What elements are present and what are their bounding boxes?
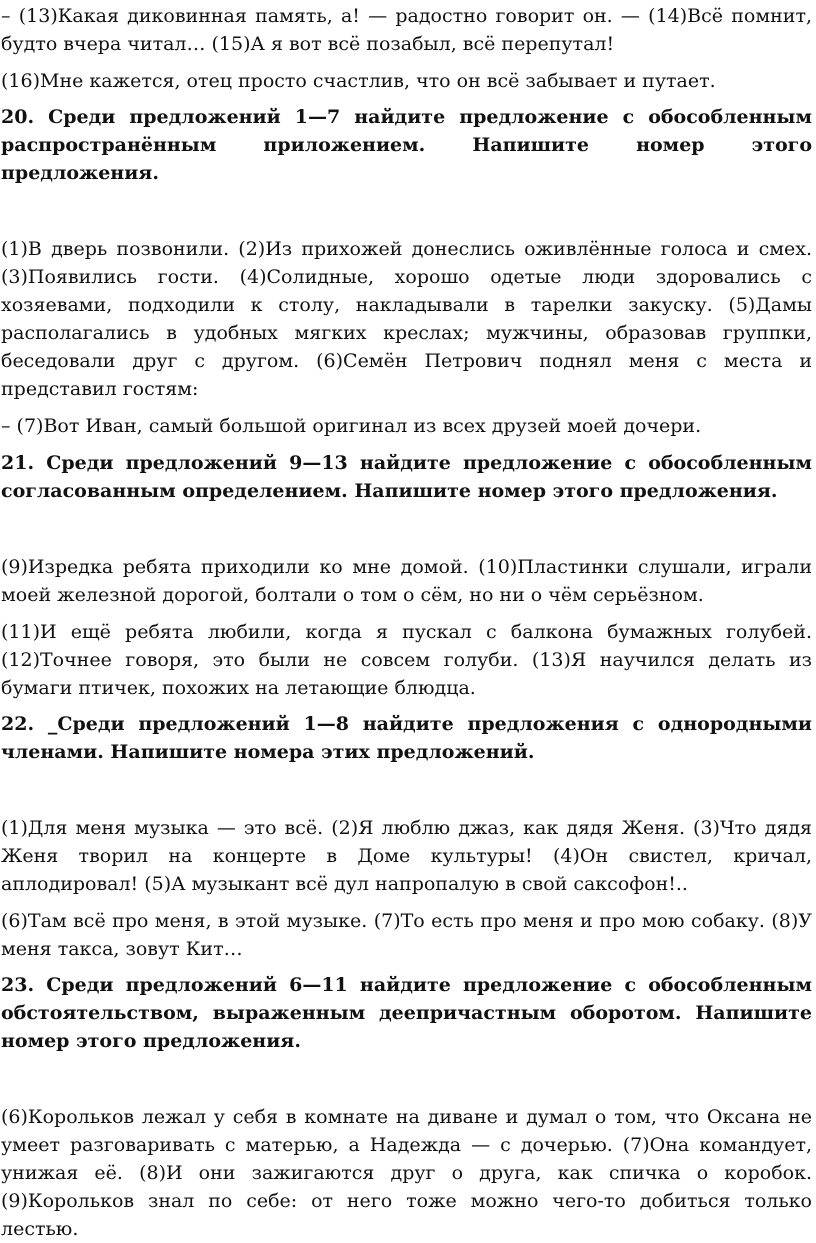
question-22: 22. _Среди предложений 1—8 найдите предложения с однородными членами. Напишите номера этих предложений.	[1, 713, 812, 763]
text-paragraph: (6)Корольков лежал у себя в комнате на диване и думал о том, что Оксана не умеет разговаривать с матерью, а Надежда — с дочерью. (7)Она командует, унижая её. (8)И они зажигаются друг о друга, как спичка о коробок. (9)Корольков знал по себе: от него тоже можно чего-то добиться только лестью.	[1, 1106, 812, 1240]
text-paragraph: (16)Мне кажется, отец просто счастлив, что он всё забывает и путает.	[1, 70, 716, 92]
text-paragraph: (1)Для меня музыка — это всё. (2)Я люблю джаз, как дядя Женя. (3)Что дядя Женя творил на концерте в Доме культуры! (4)Он свистел, кричал, аплодировал! (5)А музыкант всё дул напропалую в свой саксофон!..	[1, 817, 812, 895]
question-21: 21. Среди предложений 9—13 найдите предложение с обособленным согласованным определением. Напишите номер этого предложения.	[1, 452, 812, 502]
text-paragraph: (9)Изредка ребята приходили ко мне домой. (10)Пластинки слушали, играли моей железной дорогой, болтали о том о сём, но ни о чём серьёзном.	[1, 556, 812, 606]
text-paragraph: – (13)Какая диковинная память, а! — радостно говорит он. — (14)Всё помнит, будто вчера читал… (15)А я вот всё позабыл, всё перепутал!	[1, 5, 812, 55]
text-paragraph: (1)В дверь позвонили. (2)Из прихожей донеслись оживлённые голоса и смех. (3)Появились гости. (4)Солидные, хорошо одетые люди здоровались с хозяевами, подходили к столу, накладывали в тарелки закуску. (5)Дамы располагались в удобных мягких креслах; мужчины, образовав группки, беседовали друг с другом. (6)Семён Петрович поднял меня с места и представил гостям:	[1, 238, 812, 400]
text-paragraph: (6)Там всё про меня, в этой музыке. (7)То есть про меня и про мою собаку. (8)У меня такса, зовут Кит…	[1, 910, 812, 960]
question-23: 23. Среди предложений 6—11 найдите предложение с обособленным обстоятельством, выраженным деепричастным оборотом. Напишите номер этого предложения.	[1, 974, 812, 1052]
question-20: 20. Среди предложений 1—7 найдите предложение с обособленным распространённым приложением. Напишите номер этого предложения.	[1, 106, 812, 184]
text-paragraph: (11)И ещё ребята любили, когда я пускал с балкона бумажных голубей. (12)Точнее говоря, это были не совсем голуби. (13)Я научился делать из бумаги птичек, похожих на летающие блюдца.	[1, 621, 812, 699]
text-paragraph: – (7)Вот Иван, самый большой оригинал из всех друзей моей дочери.	[1, 415, 702, 437]
